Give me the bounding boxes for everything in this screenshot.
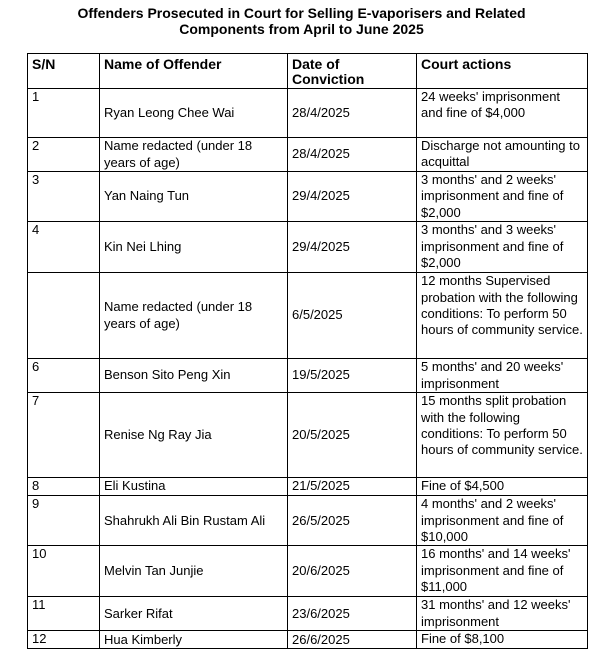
offenders-table	[27, 53, 588, 649]
cell-actions: 4 months' and 2 weeks' imprisonment and fine of $10,000	[417, 496, 588, 546]
header-date: Date of Conviction	[288, 54, 417, 89]
table-row	[28, 496, 588, 546]
cell-actions: Fine of $4,500	[417, 478, 588, 496]
cell-sn: 2	[28, 138, 100, 172]
cell-date: 21/5/2025	[288, 478, 417, 496]
table-row	[28, 546, 588, 597]
cell-name: Sarker Rifat	[100, 597, 288, 631]
cell-sn: 10	[28, 546, 100, 597]
document-title	[0, 5, 603, 37]
cell-sn: 7	[28, 393, 100, 478]
table-row	[28, 478, 588, 496]
cell-name: Kin Nei Lhing	[100, 222, 288, 273]
cell-name: Yan Naing Tun	[100, 172, 288, 222]
cell-name: Name redacted (under 18 years of age)	[100, 273, 288, 359]
cell-date: 20/6/2025	[288, 546, 417, 597]
cell-name: Renise Ng Ray Jia	[100, 393, 288, 478]
cell-date: 29/4/2025	[288, 222, 417, 273]
cell-sn: 4	[28, 222, 100, 273]
cell-name: Melvin Tan Junjie	[100, 546, 288, 597]
cell-date: 23/6/2025	[288, 597, 417, 631]
cell-actions: 3 months' and 3 weeks' imprisonment and fine of $2,000	[417, 222, 588, 273]
cell-sn: 12	[28, 631, 100, 649]
cell-actions: 15 months split probation with the following conditions: To perform 50 hours of community service.	[417, 393, 588, 478]
table-row	[28, 393, 588, 478]
table-row	[28, 138, 588, 172]
cell-sn	[28, 273, 100, 359]
table-row	[28, 172, 588, 222]
cell-sn: 6	[28, 359, 100, 393]
table-header-row	[28, 54, 588, 89]
cell-name: Name redacted (under 18 years of age)	[100, 138, 288, 172]
title-line-2: Components from April to June 2025	[179, 21, 424, 37]
cell-date: 6/5/2025	[288, 273, 417, 359]
header-actions: Court actions	[417, 54, 588, 89]
cell-name: Benson Sito Peng Xin	[100, 359, 288, 393]
title-line-1: Offenders Prosecuted in Court for Selling E-vaporisers and Related	[77, 5, 526, 21]
cell-actions: Fine of $8,100	[417, 631, 588, 649]
table-row	[28, 631, 588, 649]
header-name: Name of Offender	[100, 54, 288, 89]
table-row	[28, 597, 588, 631]
cell-actions: Discharge not amounting to acquittal	[417, 138, 588, 172]
cell-name: Hua Kimberly	[100, 631, 288, 649]
cell-name: Ryan Leong Chee Wai	[100, 89, 288, 138]
cell-sn: 3	[28, 172, 100, 222]
cell-actions: 5 months' and 20 weeks' imprisonment	[417, 359, 588, 393]
cell-date: 26/5/2025	[288, 496, 417, 546]
table-row	[28, 222, 588, 273]
cell-date: 28/4/2025	[288, 89, 417, 138]
cell-date: 26/6/2025	[288, 631, 417, 649]
cell-date: 19/5/2025	[288, 359, 417, 393]
table-row	[28, 273, 588, 359]
cell-actions: 3 months' and 2 weeks' imprisonment and fine of $2,000	[417, 172, 588, 222]
table-row	[28, 359, 588, 393]
cell-sn: 11	[28, 597, 100, 631]
cell-sn: 9	[28, 496, 100, 546]
cell-name: Shahrukh Ali Bin Rustam Ali	[100, 496, 288, 546]
cell-sn: 1	[28, 89, 100, 138]
cell-actions: 16 months' and 14 weeks' imprisonment and fine of $11,000	[417, 546, 588, 597]
cell-sn: 8	[28, 478, 100, 496]
cell-actions: 24 weeks' imprisonment and fine of $4,000	[417, 89, 588, 138]
cell-date: 29/4/2025	[288, 172, 417, 222]
cell-actions: 31 months' and 12 weeks' imprisonment	[417, 597, 588, 631]
cell-date: 28/4/2025	[288, 138, 417, 172]
header-sn: S/N	[28, 54, 100, 89]
cell-name: Eli Kustina	[100, 478, 288, 496]
cell-date: 20/5/2025	[288, 393, 417, 478]
cell-actions: 12 months Supervised probation with the following conditions: To perform 50 hours of community service.	[417, 273, 588, 359]
table-row	[28, 89, 588, 138]
